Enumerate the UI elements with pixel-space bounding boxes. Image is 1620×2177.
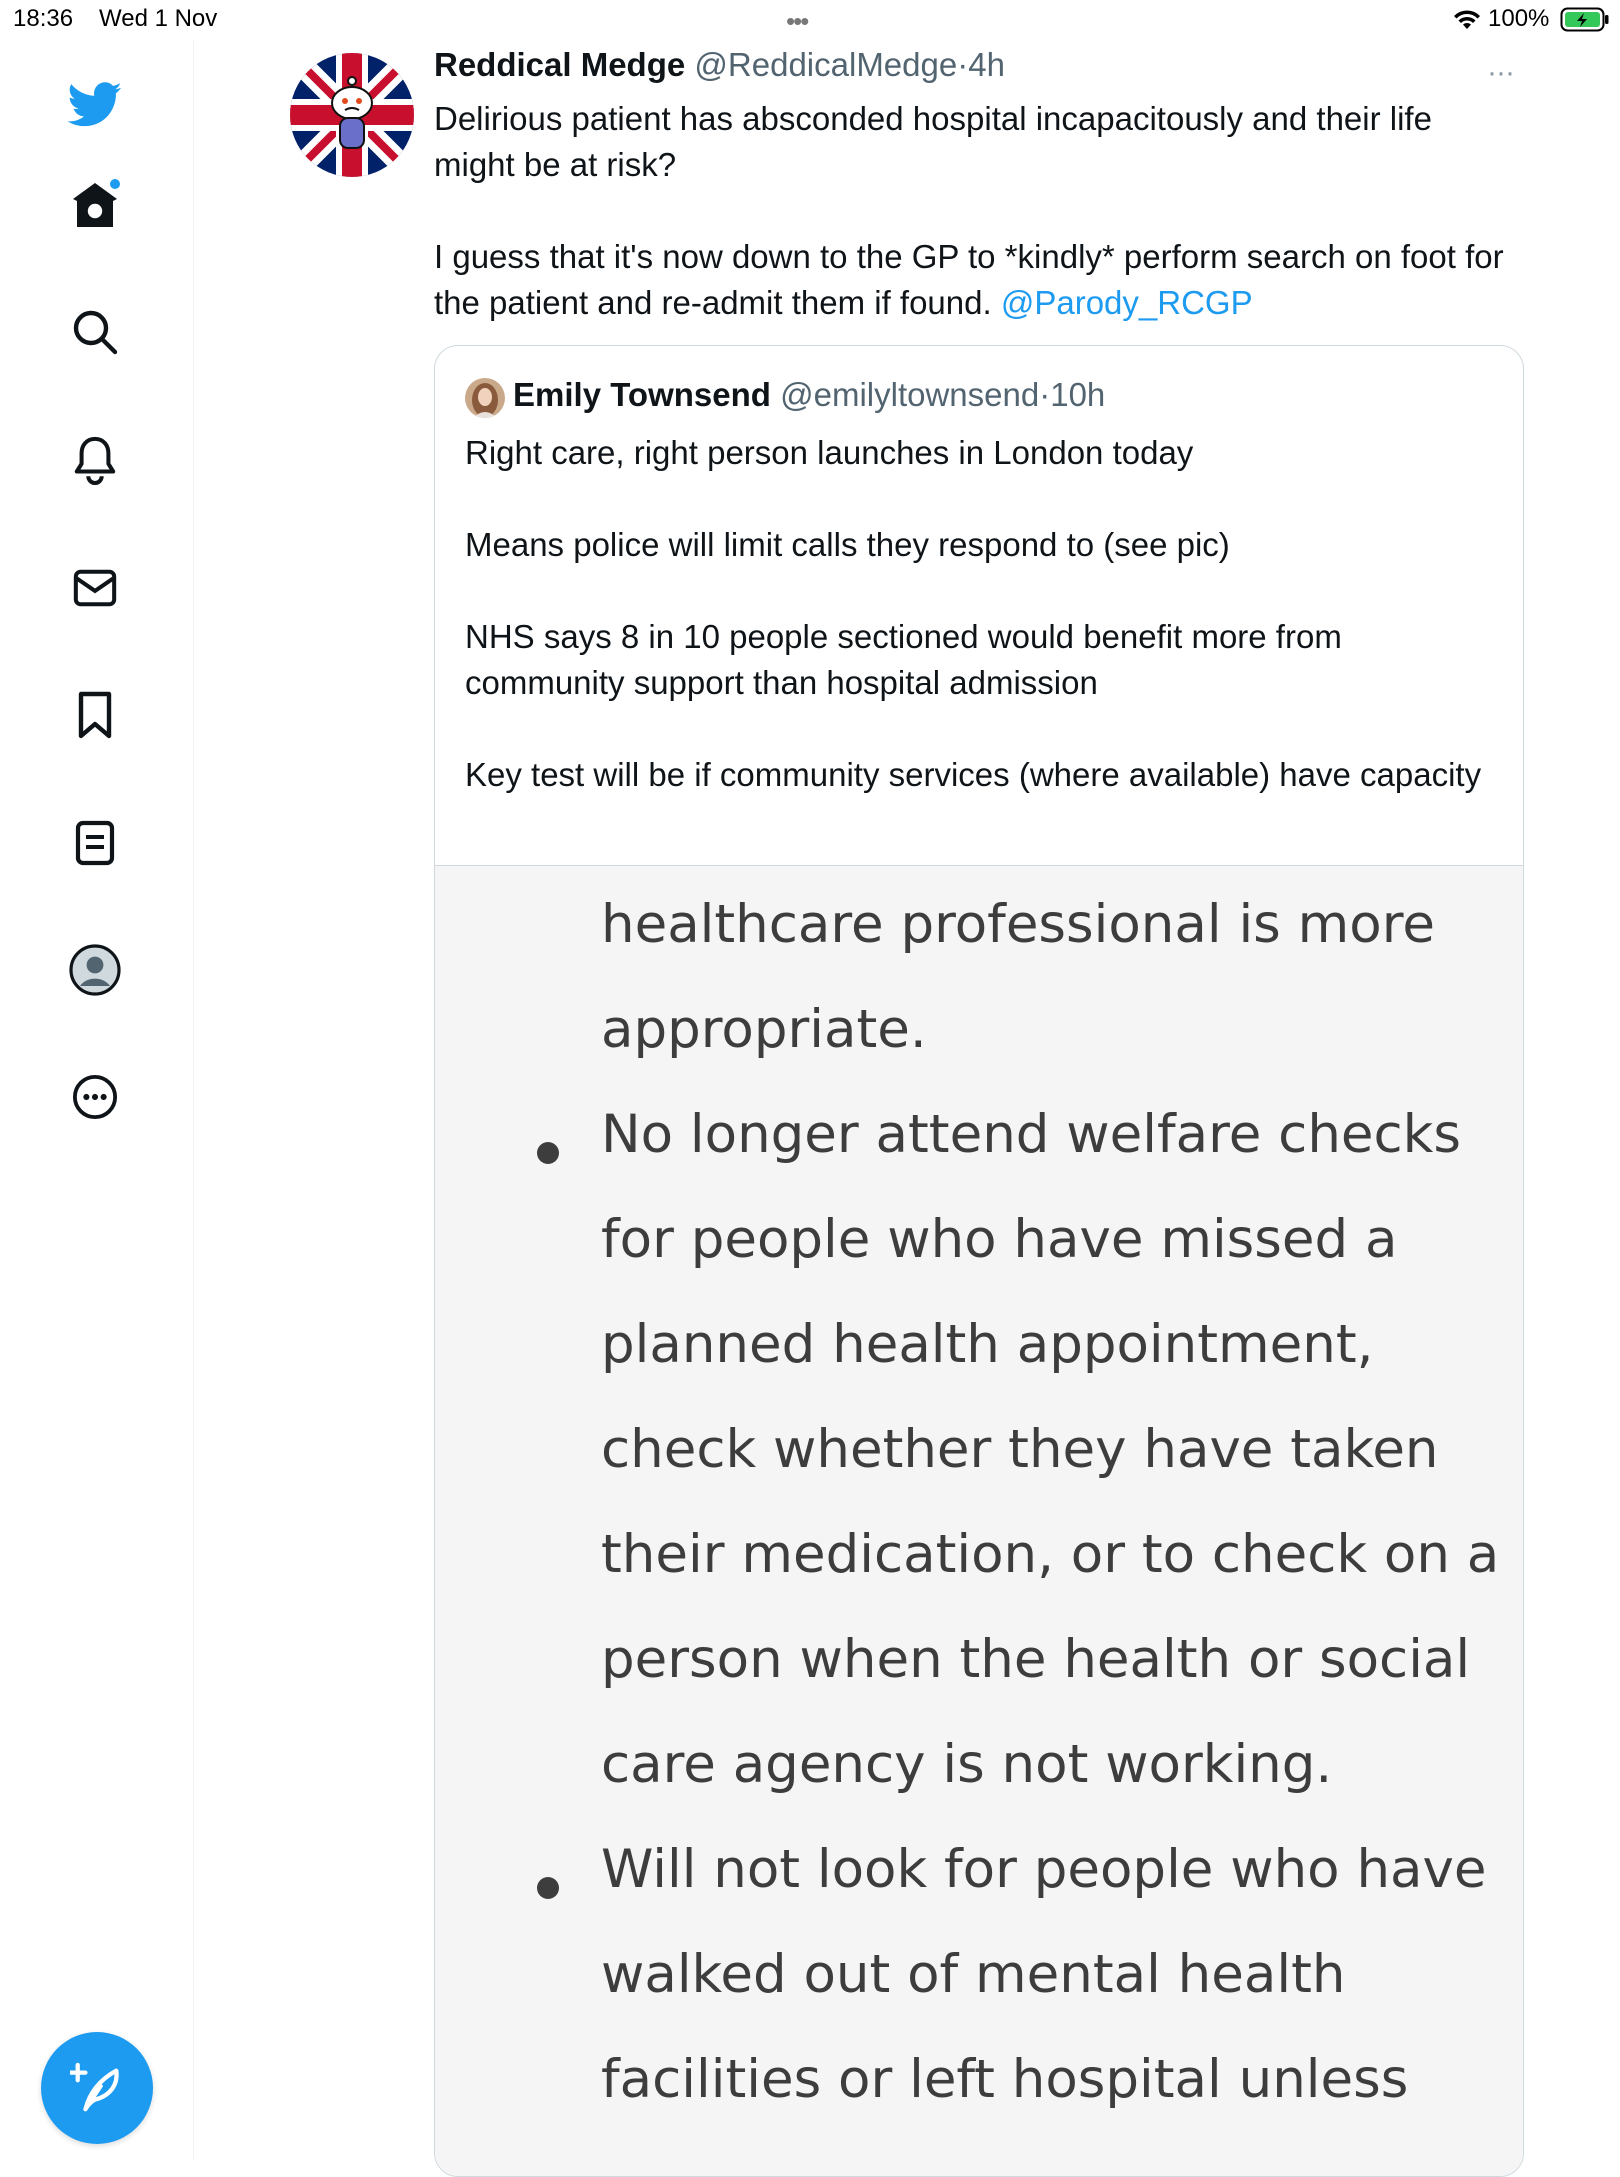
multitasking-dots-icon[interactable]: ••• xyxy=(786,6,808,36)
tweet-timestamp[interactable]: 4h xyxy=(968,46,1005,83)
sidebar-nav xyxy=(0,40,194,2160)
quoted-tweet-timestamp: 10h xyxy=(1050,376,1106,413)
status-time: 18:36 xyxy=(13,5,74,32)
author-name[interactable]: Reddical Medge xyxy=(434,46,686,83)
tweet-paragraph xyxy=(434,234,1514,326)
quoted-paragraph: Means police will limit calls they respond to (see pic) xyxy=(465,526,1230,563)
tweet-body xyxy=(434,96,1514,326)
feather-plus-icon xyxy=(70,2061,124,2115)
quoted-tweet[interactable] xyxy=(434,345,1524,2177)
doc-text-line: healthcare professional is more xyxy=(601,894,1435,955)
doc-text-line: care agency is not working. xyxy=(601,1734,1333,1795)
bullet-icon xyxy=(537,1877,559,1899)
doc-text-line: check whether they have taken xyxy=(601,1419,1439,1480)
attached-document-image[interactable] xyxy=(435,866,1523,2176)
battery-percent: 100% xyxy=(1488,5,1550,32)
doc-text-line: person when the health or social xyxy=(601,1629,1471,1690)
doc-text-line: Will not look for people who have xyxy=(601,1839,1487,1900)
doc-text-line: planned health appointment, xyxy=(601,1314,1374,1375)
mail-icon[interactable] xyxy=(60,553,130,623)
doc-text-line: facilities or left hospital unless xyxy=(601,2049,1409,2110)
mention-link[interactable]: @Parody_RCGP xyxy=(1000,284,1253,321)
doc-text-line: No longer attend welfare checks xyxy=(601,1104,1461,1165)
quoted-paragraph: Right care, right person launches in London today xyxy=(465,434,1194,471)
doc-text-line: appropriate. xyxy=(601,999,927,1060)
tweet-header xyxy=(434,46,1005,84)
doc-text-line: for people who have missed a xyxy=(601,1209,1398,1270)
lists-icon[interactable] xyxy=(60,808,130,878)
battery-icon xyxy=(1560,7,1610,38)
tweet-paragraph: Delirious patient has absconded hospital incapacitously and their life might be at risk? xyxy=(434,100,1432,183)
doc-text-line: their medication, or to check on a xyxy=(601,1524,1500,1585)
tweet-paragraph-text: I guess that it's now down to the GP to *kindly* perform search on foot for the patient and re-admit them if found. xyxy=(434,238,1504,321)
quoted-header-separator: · xyxy=(1039,376,1051,413)
search-icon[interactable] xyxy=(60,297,130,367)
bullet-icon xyxy=(537,1142,559,1164)
wifi-icon xyxy=(1452,7,1482,36)
bell-icon[interactable] xyxy=(60,425,130,495)
quoted-paragraph: NHS says 8 in 10 people sectioned would benefit more from community support than hospital admission xyxy=(465,618,1342,701)
tweet-more-button[interactable]: ··· xyxy=(1487,56,1514,89)
profile-icon[interactable] xyxy=(60,935,130,1005)
quoted-author-handle: @emilyltownsend xyxy=(780,376,1040,413)
author-handle[interactable]: @ReddicalMedge xyxy=(694,46,958,83)
home-icon[interactable] xyxy=(60,170,130,240)
bookmark-icon[interactable] xyxy=(60,680,130,750)
twitter-logo-icon[interactable] xyxy=(60,70,130,140)
doc-text-line: walked out of mental health xyxy=(601,1944,1346,2005)
quoted-author-avatar[interactable] xyxy=(465,378,505,418)
compose-tweet-button[interactable] xyxy=(41,2032,153,2144)
status-date: Wed 1 Nov xyxy=(99,5,218,32)
header-separator: · xyxy=(957,46,969,83)
quoted-tweet-body xyxy=(465,430,1485,798)
author-avatar[interactable] xyxy=(290,53,414,177)
status-bar xyxy=(0,0,1620,40)
quoted-author-name: Emily Townsend xyxy=(513,376,771,413)
quoted-paragraph: Key test will be if community services (where available) have capacity xyxy=(465,756,1482,793)
quoted-tweet-header xyxy=(513,376,1105,414)
more-icon[interactable] xyxy=(60,1062,130,1132)
